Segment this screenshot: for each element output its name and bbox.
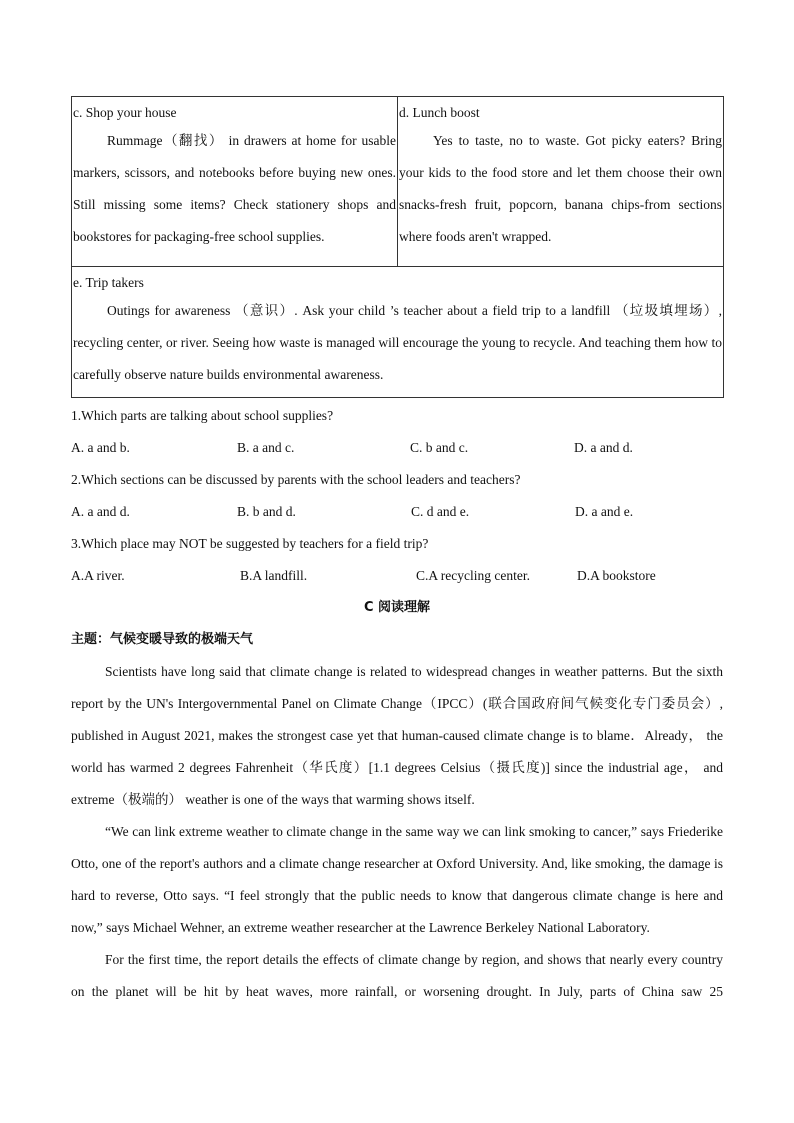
option-b[interactable]: B. a and c. [237,440,295,455]
question-1 [71,400,723,464]
question-3 [71,528,723,592]
tips-table [71,96,724,398]
tip-heading-c: c. Shop your house [73,105,177,120]
option-a[interactable]: A.A river. [71,568,125,583]
tip-body-d: Yes to taste, no to waste. Got picky eaters? Bring your kids to the food store and let them choose their own snacks-fresh fruit, popcorn, banana chips-from sections where foods aren't wrapped. [399,133,722,244]
section-topic: 主题：气候变暖导致的极端天气 [71,632,254,647]
paragraph-2: “We can link extreme weather to climate change in the same way we can link smoking to cancer,” says Friederike Otto, one of the report's authors and a climate change researcher at Oxford University. And, like smoking, the damage is hard to reverse, Otto says. “I feel strongly that the public needs to know that dangerous climate change is here and now,” says Michael Wehner, an extreme weather researcher at the Lawrence Berkeley National Laboratory. [71,824,723,935]
option-c[interactable]: C. b and c. [410,440,469,455]
document-page [71,96,723,1008]
section-title: C 阅读理解 [363,600,431,615]
tip-heading-e: e. Trip takers [73,275,144,290]
tip-body-c: Rummage（翻找） in drawers at home for usable markers, scissors, and notebooks before buying new ones. Still missing some items? Check stationery shops and bookstores for packaging-free school supplies. [73,133,396,244]
question-text: 1.Which parts are talking about school supplies? [71,408,334,423]
question-list [71,400,723,592]
paragraph-3: For the first time, the report details the effects of climate change by region, and shows that nearly every country on the planet will be hit by heat waves, more rainfall, or worsening drought. In July, parts of China saw 25 [71,952,723,999]
tip-cell-c [72,97,398,267]
option-a[interactable]: A. a and d. [71,504,130,519]
option-a[interactable]: A. a and b. [71,440,130,455]
tip-cell-d [398,97,724,267]
option-d[interactable]: D.A bookstore [577,568,656,583]
tip-body-e: Outings for awareness （意识）. Ask your child ’s teacher about a field trip to a landfill （垃圾填埋场）, recycling center, or river. Seeing how waste is managed will encourage the young to recycle. And teaching them how to carefully observe nature builds environmental awareness. [73,303,722,382]
option-c[interactable]: C. d and e. [411,504,470,519]
question-text: 2.Which sections can be discussed by parents with the school leaders and teachers? [71,472,521,487]
option-b[interactable]: B. b and d. [237,504,296,519]
paragraph-1: Scientists have long said that climate change is related to widespread changes in weather patterns. But the sixth report by the UN's Intergovernmental Panel on Climate Change（IPCC）(联合国政府间气候变化专门委员会）, published in August 2021, makes the strongest case yet that human-caused climate change is to blame．Already， the world has warmed 2 degrees Fahrenheit（华氏度）[1.1 degrees Celsius（摄氏度)] since the industrial age， and extreme（极端的） weather is one of the ways that warming shows itself. [71,664,723,807]
option-c[interactable]: C.A recycling center. [416,568,530,583]
question-2 [71,464,723,528]
question-text: 3.Which place may NOT be suggested by teachers for a field trip? [71,536,429,551]
option-d[interactable]: D. a and e. [575,504,634,519]
option-b[interactable]: B.A landfill. [240,568,308,583]
tip-heading-d: d. Lunch boost [399,105,480,120]
option-d[interactable]: D. a and d. [574,440,633,455]
tip-cell-e [72,267,724,398]
